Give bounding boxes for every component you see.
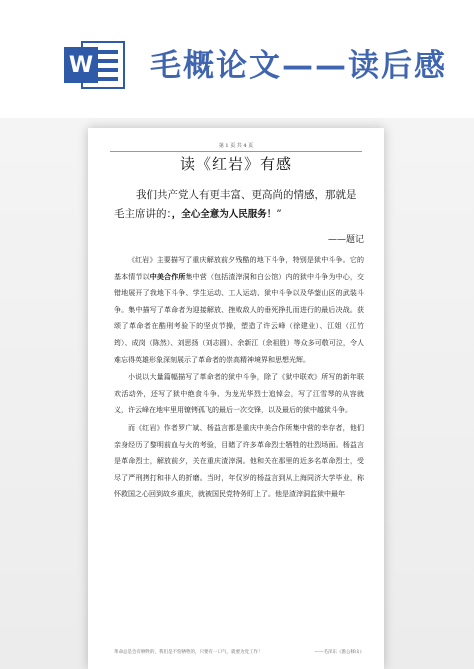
- footnote-text: 革命总是会有牺牲的，我们是不怕牺牲的，只要有一口气，就要为党工作！: [114, 650, 263, 655]
- page-header: 第 1 页 共 4 页: [110, 142, 362, 152]
- banner-title: 毛概论文——读后感: [150, 48, 447, 84]
- epigraph-quote: [114, 186, 364, 224]
- quote-line-2-prefix: 毛主席讲的：: [114, 208, 172, 220]
- banner: [0, 0, 474, 118]
- word-logo-letter: W: [68, 53, 94, 78]
- paragraph-3-text: 而《红岩》作者罗广斌、杨益言都是重庆中美合作所集中营的幸存者，他们亲身经历了黎明前血与火的考验，目睹了许多革命烈士牺牲的壮烈场面。杨益言是革命烈士，解放前夕，关在重庆渣滓洞。他和关在那里的近多名革命烈士，受尽了严刑拷打和非人的折磨。当时，年仅岁的杨益言到从上海同济大学毕业，称怀救国之心回到故乡重庆，就被国民党特务盯上了。他是渣滓洞监狱中最年: [114, 423, 364, 499]
- document-title: 读《红岩》有感: [179, 155, 292, 173]
- page-footnote: [114, 649, 364, 655]
- quote-line-1: 我们共产党人有更丰富、更高尚的情感，那就是: [136, 189, 357, 201]
- quote-line-2-suffix: ”: [276, 208, 282, 220]
- paragraph-1-text-b: 集中营（包括渣滓洞和白公馆）内的狱中斗争为中心，交错地展开了我地下斗争、学生运动、工人运动、狱中斗争以及华蓥山区的武装斗争。集中描写了革命者为迎接解放、挫败敌人的垂死挣扎而进行的最后决战。获颂了革命者在酷刑考验下的坚贞节操，塑造了许云峰（徐建业）、江姐（江竹筠）、成岗（陈然）、刘思扬（刘志圆）、余新江（余祖胜）等众多可敬可泣，令人难忘得英雄形象深刻展示了革命者的崇高精神境界和思想光辉。: [114, 272, 365, 364]
- paragraph-2: [114, 369, 364, 419]
- footnote-source: ——毛泽东《愚公移山》: [314, 650, 364, 655]
- document-page: [88, 128, 384, 669]
- quote-emphasis: ，全心全意为人民服务！: [171, 209, 277, 220]
- epigraph-attribution: ——题记: [327, 235, 364, 245]
- paragraph-2-text: 小说以大量篇幅描写了革命者的狱中斗争，除了《狱中联欢》所写的新年联欢活动外，还写了狱中绝食斗争、为龙光华烈士追悼会，写了江雪琴的从容就义，许云峰在地牢里用镣铐孤飞的最后一次交锋，以及最后的狱中越狱斗争。: [114, 373, 364, 415]
- quote-line-2: [114, 205, 364, 224]
- paragraph-3: [114, 420, 364, 503]
- document-body: [114, 252, 364, 504]
- word-app-icon: [64, 38, 126, 92]
- paragraph-1-text-a: 《红岩》主要描写了重庆解放前夕残酷的地下斗争，特别是狱中斗争。它的基本情节以: [114, 256, 364, 281]
- paragraph-1-highlight: 中美合作所: [149, 272, 186, 281]
- paragraph-1: [114, 252, 364, 368]
